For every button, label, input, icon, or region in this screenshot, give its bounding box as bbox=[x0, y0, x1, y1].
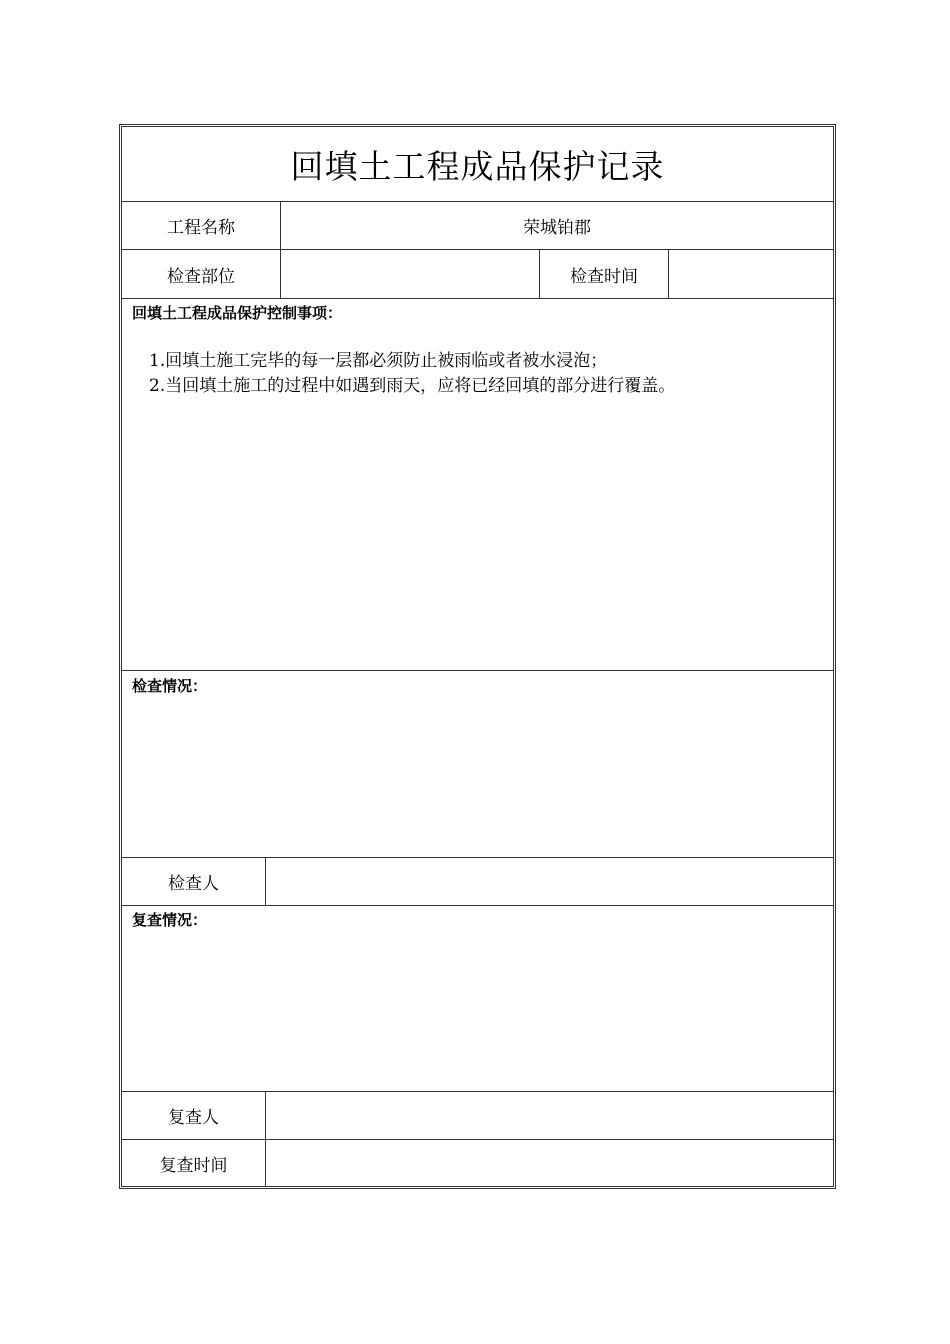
control-item: 2.当回填土施工的过程中如遇到雨天，应将已经回填的部分进行覆盖。 bbox=[149, 376, 676, 396]
inspect-location-field[interactable] bbox=[280, 250, 539, 298]
inspection-heading: 检查情况： bbox=[132, 677, 208, 695]
form-title: 回填土工程成品保护记录 bbox=[290, 146, 665, 186]
control-item: 1.回填土施工完毕的每一层都必须防止被雨临或者被水浸泡； bbox=[149, 351, 608, 371]
project-name-label: 工程名称 bbox=[167, 218, 235, 238]
control-items-list bbox=[149, 349, 675, 399]
control-items-heading: 回填土工程成品保护控制事项： bbox=[132, 304, 343, 322]
reviewer-label: 复查人 bbox=[168, 1108, 219, 1128]
reviewer-field[interactable] bbox=[265, 1092, 833, 1139]
review-heading: 复查情况： bbox=[132, 911, 208, 929]
inspection-section bbox=[122, 670, 833, 857]
record-form bbox=[119, 124, 836, 1189]
inspect-time-label: 检查时间 bbox=[539, 250, 668, 298]
control-items-section bbox=[122, 298, 833, 670]
reviewer-row bbox=[122, 1091, 833, 1139]
project-name-row bbox=[122, 201, 833, 249]
inspect-location-label: 检查部位 bbox=[167, 266, 235, 287]
review-time-field[interactable] bbox=[265, 1140, 833, 1186]
project-name-value[interactable]: 荣城铂郡 bbox=[280, 202, 833, 249]
title-row bbox=[122, 127, 833, 201]
inspector-field[interactable] bbox=[265, 858, 833, 905]
review-time-label: 复查时间 bbox=[159, 1155, 228, 1176]
inspector-row bbox=[122, 857, 833, 905]
review-time-row bbox=[122, 1139, 833, 1186]
review-section bbox=[122, 905, 833, 1091]
inspect-time-field[interactable] bbox=[668, 250, 833, 298]
inspector-label: 检查人 bbox=[168, 874, 219, 894]
inspect-location-row bbox=[122, 249, 833, 298]
